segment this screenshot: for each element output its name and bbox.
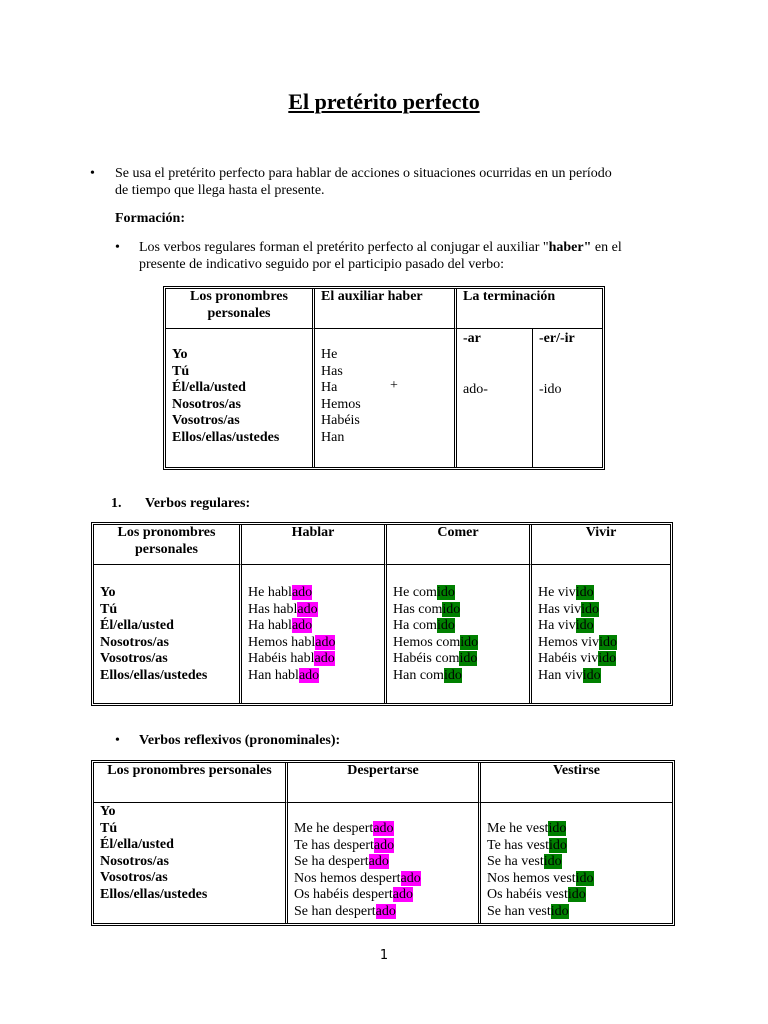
ar-ending: ado- xyxy=(463,381,488,397)
pronombres-column xyxy=(166,329,315,467)
ending-highlight: ado xyxy=(400,870,421,886)
pronombres-column xyxy=(94,565,242,703)
conjugation-item: Han hablado xyxy=(248,667,320,683)
section-number: 1. xyxy=(111,496,122,511)
bullet-dot: • xyxy=(115,733,120,748)
conjugation-item: Te has despertado xyxy=(294,837,395,853)
header-auxiliar: El auxiliar haber xyxy=(315,289,457,329)
ending-highlight: ido xyxy=(436,585,455,600)
conjugation-item: Habéis vivido xyxy=(538,651,617,667)
pronombre-item: Vosotros/as xyxy=(100,651,168,667)
conjugation-item: Ha vivido xyxy=(538,618,594,634)
ending-highlight: ado xyxy=(314,651,335,667)
hablar-column xyxy=(242,565,387,703)
ending-highlight: ido xyxy=(575,585,594,600)
ending-highlight: ido xyxy=(548,821,567,836)
auxiliar-item: Habéis xyxy=(321,413,360,429)
er-ir-ending: -ido xyxy=(539,381,562,397)
auxiliar-item: Hemos xyxy=(321,396,361,412)
section-verbos-regulares: Verbos regulares: xyxy=(145,496,251,511)
header-vestirse: Vestirse xyxy=(481,763,672,803)
plus-sign: + xyxy=(390,378,398,393)
header-pronombres: Los pronombres personales xyxy=(94,525,242,565)
ending-highlight: ido xyxy=(549,837,567,853)
conjugation-item: Me he despertado xyxy=(294,821,394,836)
ending-highlight: ido xyxy=(599,634,617,650)
pronombre-item: Tú xyxy=(172,363,190,379)
pronombres-column xyxy=(94,803,288,923)
pronombre-item: Nosotros/as xyxy=(100,634,169,650)
ending-highlight: ado xyxy=(291,585,313,600)
conjugation-item: Os habéis vestido xyxy=(487,887,586,903)
ending-highlight: ado xyxy=(368,854,389,870)
ending-highlight: ido xyxy=(543,854,562,870)
pronombre-item: Él/ella/usted xyxy=(100,837,174,853)
ending-highlight: ido xyxy=(436,618,455,634)
section-verbos-reflexivos: Verbos reflexivos (pronominales): xyxy=(139,733,341,748)
pronombre-item: Ellos/ellas/ustedes xyxy=(172,429,280,445)
conjugation-item: Has comido xyxy=(393,601,461,617)
ending-highlight: ado xyxy=(373,821,394,836)
auxiliar-item: He xyxy=(321,347,338,362)
formacion-label: Formación: xyxy=(115,211,185,226)
conjugation-item: Habéis hablado xyxy=(248,651,335,667)
ending-highlight: ido xyxy=(460,634,479,650)
header-pronombres: Los pronombres personales xyxy=(94,763,288,803)
pronombre-item: Nosotros/as xyxy=(172,396,241,412)
vestirse-column xyxy=(481,803,672,923)
conjugation-item: Nos hemos despertado xyxy=(294,870,421,886)
conjugation-item: Se han vestido xyxy=(487,903,569,919)
conjugation-item: Ha hablado xyxy=(248,618,313,634)
header-hablar: Hablar xyxy=(242,525,387,565)
ending-highlight: ido xyxy=(582,667,601,683)
conjugation-item: Se han despertado xyxy=(294,903,396,919)
ending-highlight: ido xyxy=(443,667,462,683)
ending-highlight: ado xyxy=(315,634,336,650)
conjugation-item: Hemos vivido xyxy=(538,634,617,650)
auxiliar-item: Han xyxy=(321,429,345,445)
ending-highlight: ado xyxy=(375,903,396,919)
pronombre-item: Yo xyxy=(172,347,188,362)
pronombre-item: Yo xyxy=(100,804,116,819)
ending-highlight: ido xyxy=(550,903,569,919)
conjugation-item: Ha comido xyxy=(393,618,455,634)
conjugation-item: Habéis comido xyxy=(393,651,478,667)
pronombre-item: Tú xyxy=(100,820,118,836)
pronombre-item: Nosotros/as xyxy=(100,853,169,869)
conjugation-item: Se ha vestido xyxy=(487,854,562,870)
pronombre-item: Ellos/ellas/ustedes xyxy=(100,886,208,902)
header-ar: -ar xyxy=(463,331,481,346)
conjugation-item: Hemos comido xyxy=(393,634,479,650)
ending-highlight: ido xyxy=(598,651,617,667)
header-pronombres: Los pronombres personales xyxy=(166,289,315,329)
header-vivir: Vivir xyxy=(532,525,670,565)
pronombre-item: Vosotros/as xyxy=(172,413,240,429)
auxiliar-item: Has xyxy=(321,363,343,379)
pronombre-item: Vosotros/as xyxy=(100,870,168,886)
header-terminacion: La terminación xyxy=(457,289,602,329)
conjugation-item: Has hablado xyxy=(248,601,318,617)
despertarse-column xyxy=(288,803,481,923)
regla-line-2: presente de indicativo seguido por el participio pasado del verbo: xyxy=(139,256,505,272)
ending-highlight: ado xyxy=(298,667,320,683)
table-verbos-regulares xyxy=(91,522,673,706)
ending-highlight: ado xyxy=(373,837,395,853)
ending-highlight: ido xyxy=(581,601,600,617)
conjugation-item: He comido xyxy=(393,585,455,600)
table-verbos-reflexivos xyxy=(91,760,675,926)
regla-paragraph xyxy=(139,240,679,273)
pronombre-item: Ellos/ellas/ustedes xyxy=(100,667,208,683)
header-er-ir: -er/-ir xyxy=(539,331,575,346)
conjugation-item: Han comido xyxy=(393,667,462,683)
ending-highlight: ado xyxy=(297,601,318,617)
conjugation-item: Han vivido xyxy=(538,667,601,683)
intro-line-2: de tiempo que llega hasta el presente. xyxy=(115,182,325,198)
ending-highlight: ido xyxy=(442,601,461,617)
comer-column xyxy=(387,565,532,703)
page-title: El pretérito perfecto xyxy=(288,89,480,114)
terminacion-er-ir xyxy=(533,329,602,467)
conjugation-item: Os habéis despertado xyxy=(294,887,413,903)
page-number: 1 xyxy=(379,948,389,963)
regla-line-1: Los verbos regulares forman el pretérito perfecto al conjugar el auxiliar "haber" en el xyxy=(139,240,622,255)
auxiliar-item: Ha xyxy=(321,380,338,396)
conjugation-item: He hablado xyxy=(248,585,313,600)
conjugation-item: Has vivido xyxy=(538,601,600,617)
pronombre-item: Yo xyxy=(100,585,116,600)
conjugation-item: He vivido xyxy=(538,585,594,600)
header-despertarse: Despertarse xyxy=(288,763,481,803)
conjugation-item: Nos hemos vestido xyxy=(487,870,594,886)
header-comer: Comer xyxy=(387,525,532,565)
ending-highlight: ado xyxy=(291,618,313,634)
table-auxiliar xyxy=(163,286,605,470)
bullet-dot: • xyxy=(90,166,95,181)
pronombre-item: Tú xyxy=(100,601,118,617)
bullet-dot: • xyxy=(115,240,120,255)
conjugation-item: Te has vestido xyxy=(487,837,567,853)
ending-highlight: ado xyxy=(392,887,413,903)
conjugation-item: Me he vestido xyxy=(487,821,567,836)
pronombre-item: Él/ella/usted xyxy=(100,618,174,634)
intro-line-1: Se usa el pretérito perfecto para hablar de acciones o situaciones ocurridas en un período xyxy=(115,166,612,181)
terminacion-ar xyxy=(457,329,533,467)
ending-highlight: ido xyxy=(575,618,594,634)
conjugation-item: Hemos hablado xyxy=(248,634,336,650)
auxiliar-column xyxy=(315,329,457,467)
ending-highlight: ido xyxy=(575,870,594,886)
conjugation-item: Se ha despertado xyxy=(294,854,389,870)
intro-paragraph xyxy=(115,166,675,199)
ending-highlight: ido xyxy=(459,651,478,667)
ending-highlight: ido xyxy=(567,887,586,903)
vivir-column xyxy=(532,565,670,703)
pronombre-item: Él/ella/usted xyxy=(172,380,246,396)
